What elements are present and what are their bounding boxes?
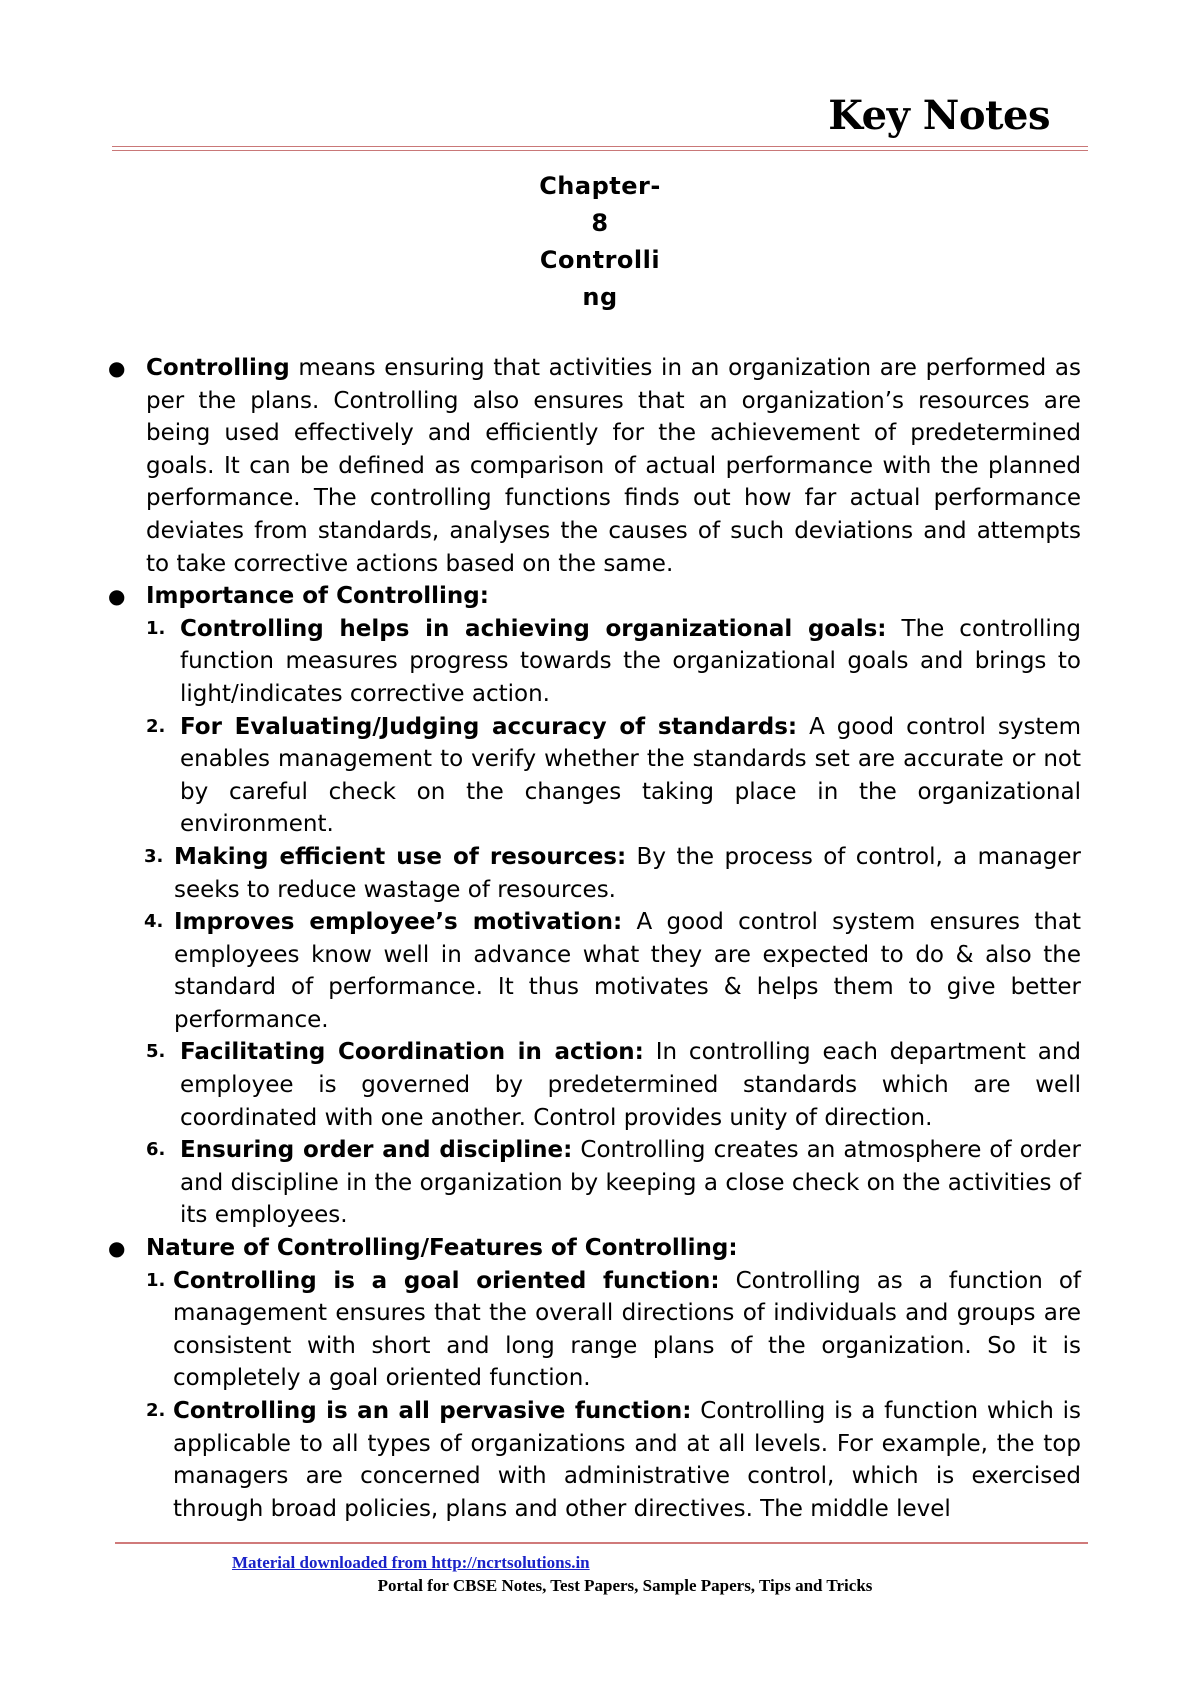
item-number: 6.: [146, 1139, 166, 1161]
footer-divider: [115, 1542, 1088, 1544]
item-title: Ensuring order and discipline:: [180, 1137, 573, 1164]
importance-item: [106, 906, 1081, 1036]
item-title: For Evaluating/Judging accuracy of standards:: [180, 713, 798, 740]
item-text: Controlling as a function of management ensures that the overall directions of individuals and groups are consistent with short and long range plans of the organization. So it is completely a goal oriented function.: [173, 1267, 1082, 1392]
item-text: By the process of control, a manager seeks to reduce wastage of resources.: [174, 843, 1081, 903]
chapter-heading: [0, 168, 1200, 316]
item-text: Controlling creates an atmosphere of order and discipline in the organization by keeping a close check on the activities of its employees.: [180, 1137, 1081, 1229]
item-number: 1.: [146, 617, 166, 639]
item-text: Controlling is a function which is applicable to all types of organizations and at all levels. For example, the top managers are concerned with administrative control, which is exercised through broad policies, plans and other directives. The middle level: [173, 1398, 1082, 1522]
importance-item: [106, 711, 1081, 841]
importance-item: [106, 1134, 1081, 1232]
importance-item: [106, 841, 1081, 906]
importance-item: [106, 613, 1081, 711]
item-text: A good control system ensures that employees know well in advance what they are expected to do & also the standard of performance. It thus motivates & helps them to give better performance.: [174, 909, 1081, 1033]
footer-tagline: Portal for CBSE Notes, Test Papers, Sample Papers, Tips and Tricks: [377, 1576, 873, 1595]
item-number: 2.: [146, 1400, 166, 1421]
item-title: Controlling is a goal oriented function:: [173, 1267, 720, 1294]
source-link[interactable]: Material downloaded from http://ncrtsolutions.in: [232, 1553, 590, 1572]
chapter-heading-line: Chapter-: [539, 172, 661, 200]
importance-heading: Importance of Controlling:: [146, 583, 489, 610]
bullet-icon: ●: [108, 1236, 126, 1261]
item-number: 3.: [144, 845, 164, 867]
bullet-icon: ●: [108, 356, 126, 380]
chapter-heading-line: Controlli: [539, 246, 661, 274]
page-header-title: Key Notes: [828, 92, 1050, 139]
item-title: Improves employee’s motivation:: [174, 909, 623, 936]
notes-body: [106, 352, 1081, 1525]
item-title: Facilitating Coordination in action:: [180, 1039, 644, 1066]
item-number: 5.: [146, 1041, 166, 1063]
nature-heading: Nature of Controlling/Features of Controlling:: [146, 1235, 738, 1262]
nature-item: [106, 1265, 1081, 1395]
chapter-heading-line: 8: [591, 209, 609, 237]
item-number: 2.: [146, 715, 166, 737]
item-number: 1.: [146, 1269, 166, 1291]
item-title: Controlling helps in achieving organizational goals:: [180, 615, 887, 642]
item-number: 4.: [144, 911, 164, 933]
definition-text: means ensuring that activities in an organization are performed as per the plans. Controlling also ensures that an organization’s resources are being used effectively and efficiently for the achievement of predetermined goals. It can be defined as comparison of actual performance with the planned performance. The controlling functions finds out how far actual performance deviates from standards, analyses the causes of such deviations and attempts to take corrective actions based on the same.: [146, 355, 1081, 577]
item-text: The controlling function measures progress towards the organizational goals and brings to light/indicates corrective action.: [180, 615, 1081, 707]
definition-term: Controlling: [146, 355, 290, 381]
item-title: Making efficient use of resources:: [174, 843, 627, 870]
definition-paragraph: [146, 352, 1081, 580]
header-divider: [112, 146, 1088, 151]
nature-item: [106, 1395, 1081, 1525]
bullet-icon: ●: [108, 584, 126, 609]
definition-bullet: [106, 352, 1081, 580]
chapter-heading-line: ng: [582, 283, 618, 311]
importance-bullet: [106, 580, 1081, 613]
item-text: A good control system enables management to verify whether the standards set are accurate or not by careful check on the changes taking place in the organizational environment.: [180, 713, 1082, 838]
item-text: In controlling each department and employee is governed by predetermined standards which are well coordinated with one another. Control provides unity of direction.: [180, 1039, 1081, 1131]
importance-item: [106, 1036, 1081, 1134]
item-title: Controlling is an all pervasive function:: [173, 1398, 692, 1424]
nature-bullet: [106, 1232, 1081, 1265]
